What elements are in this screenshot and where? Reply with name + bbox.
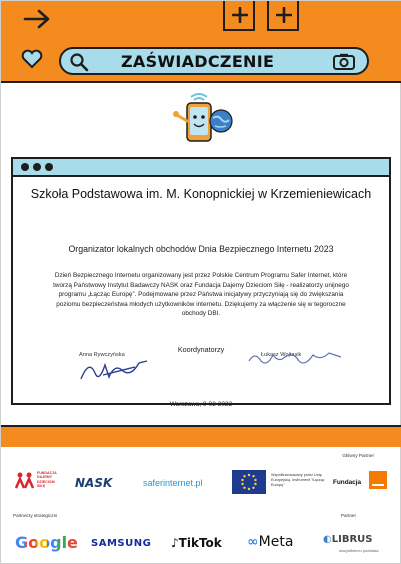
samsung-logo: SAMSUNG xyxy=(91,538,152,549)
issue-date: Warszawa, 9-02-2023 xyxy=(169,401,233,408)
certificate-card xyxy=(11,157,391,408)
librus-icon: ◐ xyxy=(323,534,332,545)
card-title-bar xyxy=(13,159,389,177)
camera-icon xyxy=(333,53,355,70)
eu-funding-text: Współfinansowany przez Unię Europejską. Instrument "Łącząc Europę" xyxy=(271,473,325,487)
coordinators-label: Koordynatorzy xyxy=(177,345,225,354)
eu-flag-logo xyxy=(232,470,266,494)
signature-right xyxy=(245,347,345,369)
orange-fundacja-label: Fundacja xyxy=(333,479,362,486)
header-band xyxy=(1,1,401,83)
google-logo-text: Google xyxy=(15,533,78,552)
librus-logo-text: LIBRUS xyxy=(331,534,373,545)
fundacja-dzieci-text: FUNDACJA DAJEMY DZIECIOM SIŁĘ xyxy=(37,471,57,489)
footer-band xyxy=(1,425,401,447)
meta-infinity-icon: ∞ xyxy=(247,534,259,550)
meta-logo xyxy=(247,534,293,550)
tablet-mascot-illustration xyxy=(169,91,235,147)
arrow-right-icon xyxy=(23,9,51,29)
plus-icon xyxy=(232,7,248,23)
signature-left xyxy=(75,355,153,385)
header-divider xyxy=(1,81,401,83)
orange-logo xyxy=(369,471,387,489)
school-name: Szkoła Podstawowa im. M. Konopnickiej w Krzemieniewicach xyxy=(30,187,372,201)
window-dot xyxy=(21,163,29,171)
tiktok-logo-text: TikTok xyxy=(178,536,222,550)
signatory-right-name: Łukasz Wojtasik xyxy=(261,352,302,358)
signatory-left-name: Anna Rywczyńska xyxy=(79,352,125,358)
plus-icon xyxy=(276,7,292,23)
plus-tab-2 xyxy=(267,1,299,31)
tiktok-icon: ♪ xyxy=(171,536,179,550)
window-dot xyxy=(45,163,53,171)
saferinternet-logo: saferinternet.pl xyxy=(143,478,203,488)
nask-logo: NASK xyxy=(75,476,113,490)
google-logo xyxy=(15,533,78,552)
heart-icon xyxy=(21,49,43,69)
main-partner-label: Główny Partner xyxy=(342,453,374,458)
window-dot xyxy=(33,163,41,171)
strategic-partners-label: Partnerzy strategiczni xyxy=(13,513,58,518)
certificate-body: Dzień Bezpiecznego Internetu organizowany jest przez Polskie Centrum Programu Safer Internet, które tworzą Państwowy Instytut Badawczy NASK oraz Fundacja Dajemy Dzieciom Siłę - realizatorzy unijnego programu „Łącząc Europę”. Podejmowane przez Państwa inicjatywy przyczyniają się do zwiększania poziomu bezpieczeństwa młodych użytkowników internetu. Dziękujemy za włączenie się w tegoroczne obchody DBI. xyxy=(53,272,349,318)
title-search-bar xyxy=(59,47,369,75)
librus-logo xyxy=(323,534,372,545)
search-icon xyxy=(69,52,89,72)
organizer-line: Organizator lokalnych obchodów Dnia Bezpiecznego Internetu 2023 xyxy=(68,244,334,254)
partner-label: Partner xyxy=(340,513,356,518)
meta-logo-text: Meta xyxy=(258,534,294,550)
certificate-title: ZAŚWIADCZENIE xyxy=(121,52,275,71)
librus-tagline: wszystkiemu podołasz xyxy=(339,548,379,553)
tiktok-logo xyxy=(171,536,222,550)
fundacja-dzieci-logo xyxy=(15,469,59,493)
plus-tab-1 xyxy=(223,1,255,31)
